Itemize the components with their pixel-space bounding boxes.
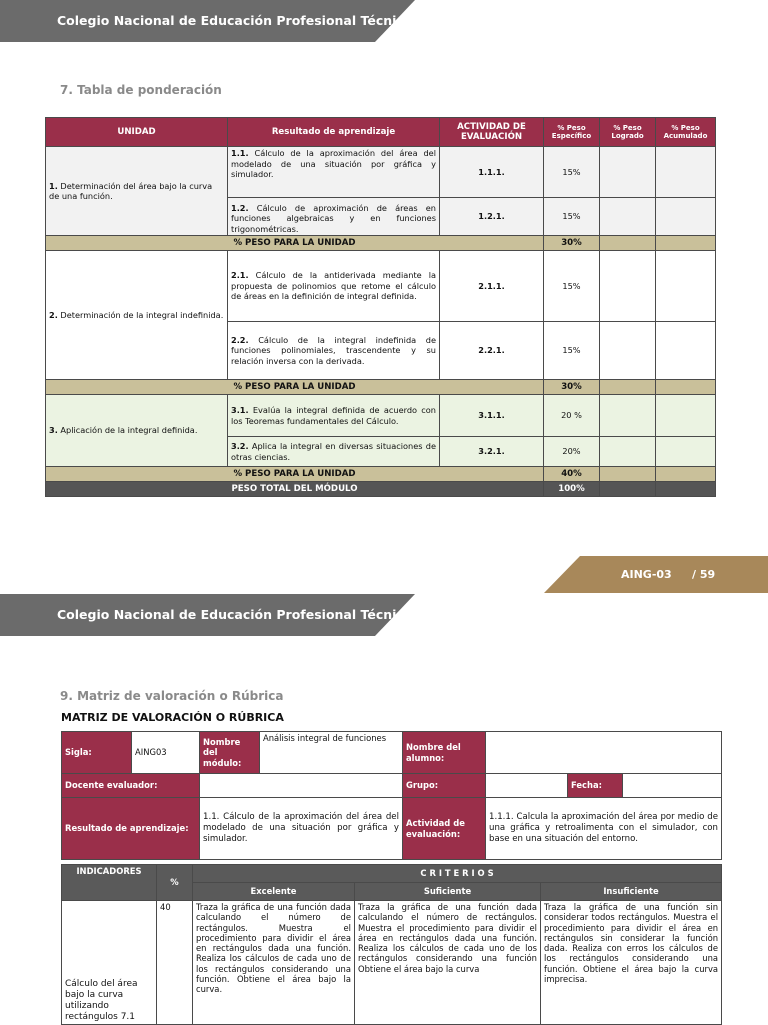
logrado-cell [600,437,656,467]
acumulado-cell [656,147,716,198]
insuficiente-header: Insuficiente [541,883,722,901]
resultado-label: Resultado de aprendizaje: [62,798,200,860]
header-banner [0,594,415,636]
footer-code: AING-03 [621,568,672,581]
header-actividad: ACTIVIDAD DE EVALUACIÓN [440,118,544,147]
unit-number: 2. [49,309,58,320]
unit-subtotal-value: 30% [544,380,600,395]
docente-label: Docente evaluador: [62,774,200,798]
rubric-criteria-table [61,864,722,1025]
header-peso-acumulado: % Peso Acumulado [656,118,716,147]
activity-code: 3.2.1. [440,437,544,467]
activity-code: 1.2.1. [440,198,544,236]
modulo-value: Análisis integral de funciones [260,732,403,774]
total-empty [600,482,656,497]
acumulado-cell [656,251,716,322]
result-cell [228,198,440,236]
suficiente-header: Suficiente [355,883,541,901]
acumulado-cell [656,437,716,467]
institution-name: Colegio Nacional de Educación Profesional Técnica [57,607,413,622]
indicator-percent: 40 [157,901,193,1025]
result-number: 1.2. [231,202,249,213]
modulo-label: Nombre del módulo: [200,732,260,774]
unit-subtotal-value: 40% [544,467,600,482]
activity-code: 1.1.1. [440,147,544,198]
institution-name: Colegio Nacional de Educación Profesional Técnica [57,13,413,28]
grupo-label: Grupo: [403,774,486,798]
alumno-value [486,732,722,774]
header-banner [0,0,415,42]
subtotal-empty [600,467,656,482]
unit-subtotal-value: 30% [544,236,600,251]
logrado-cell [600,198,656,236]
acumulado-cell [656,395,716,437]
criterios-header: C R I T E R I O S [193,865,722,883]
result-cell [228,147,440,198]
indicadores-header: INDICADORES [62,865,157,901]
activity-code: 2.2.1. [440,322,544,380]
unit-subtotal-label: % PESO PARA LA UNIDAD [46,467,544,482]
section-title: 7. Tabla de ponderación [60,83,222,97]
rubric-subtitle: MATRIZ DE VALORACIÓN O RÚBRICA [61,711,284,724]
subtotal-empty [656,236,716,251]
excelente-cell: Traza la gráfica de una función dada calculando el número de rectángulos. Muestra el procedimiento para dividir el área en rectángulos dada una función. Realiza los cálculos de cada uno de los rectángulos considerando una función. Obtiene el área bajo la curva. [193,901,355,1025]
result-number: 1.1. [231,148,249,158]
resultado-value: 1.1. Cálculo de la aproximación del área del modelado de una situación por gráfica y simulador. [200,798,403,860]
weight-value: 20% [544,437,600,467]
insuficiente-cell: Traza la gráfica de una función sin considerar todos rectángulos. Muestra el procedimiento para dividir el área en rectángulos sin considerar la función dada. Realiza con erros los cálculos de los rectángulos considerando una función. Obtiene el área bajo la curva imprecisa. [541,901,722,1025]
unit-cell [46,147,228,236]
result-cell [228,251,440,322]
unit-subtotal-label: % PESO PARA LA UNIDAD [46,380,544,395]
result-text: Evalúa la integral definida de acuerdo con los Teoremas fundamentales del Cálculo. [231,405,436,426]
activity-code: 3.1.1. [440,395,544,437]
unit-number: 1. [49,180,58,191]
indicator-cell: Cálculo del área bajo la curva utilizando rectángulos 7.1 [62,901,157,1025]
weight-value: 15% [544,198,600,236]
alumno-label: Nombre del alumno: [403,732,486,774]
acumulado-cell [656,322,716,380]
docente-value [200,774,403,798]
weight-value: 15% [544,147,600,198]
percent-header: % [157,865,193,901]
header-unidad: UNIDAD [46,118,228,147]
section-title: 9. Matriz de valoración o Rúbrica [60,689,284,703]
result-text: Cálculo de la integral indefinida de funciones polinomiales, trascendente y su relación inversa con la derivada. [231,334,436,366]
subtotal-empty [600,380,656,395]
unit-name: Determinación del área bajo la curva de una función. [49,180,213,201]
result-cell [228,437,440,467]
logrado-cell [600,147,656,198]
total-empty [656,482,716,497]
activity-code: 2.1.1. [440,251,544,322]
logrado-cell [600,251,656,322]
actividad-label: Actividad de evaluación: [403,798,486,860]
result-number: 3.2. [231,441,249,451]
grupo-value [486,774,568,798]
actividad-value: 1.1.1. Calcula la aproximación del área por medio de una gráfica y retroalimenta con el simulador, con base en una situación del entorno. [486,798,722,860]
unit-cell [46,395,228,467]
suficiente-cell: Traza la gráfica de una función dada calculando el número de rectángulos. Muestra el procedimiento para dividir el área en rectángulos dada una función. Realiza los cálculos de cada uno de los rectángulos considerando una función Obtiene el área bajo la curva [355,901,541,1025]
weight-value: 15% [544,251,600,322]
logrado-cell [600,322,656,380]
result-cell [228,395,440,437]
logrado-cell [600,395,656,437]
rubric-info-table [61,731,722,860]
weight-value: 20 % [544,395,600,437]
result-text: Cálculo de la antiderivada mediante la propuesta de polinomios que retome el cálculo de áreas en la definición de integral definida. [231,270,436,302]
result-text: Cálculo de la aproximación del área del modelado de una situación por gráfica y simulador. [231,148,436,179]
excelente-header: Excelente [193,883,355,901]
result-number: 3.1. [231,405,249,415]
total-value: 100% [544,482,600,497]
unit-name: Determinación de la integral indefinida. [57,309,224,320]
sigla-label: Sigla: [62,732,132,774]
result-text: Cálculo de aproximación de áreas en funciones algebraicas y en funciones trigonométricas. [231,202,436,234]
header-resultado: Resultado de aprendizaje [228,118,440,147]
fecha-value [623,774,722,798]
result-text: Aplica la integral en diversas situaciones de otras ciencias. [231,441,436,462]
fecha-label: Fecha: [568,774,623,798]
subtotal-empty [656,467,716,482]
total-label: PESO TOTAL DEL MÓDULO [46,482,544,497]
result-number: 2.1. [231,270,249,281]
subtotal-empty [600,236,656,251]
acumulado-cell [656,198,716,236]
header-peso-logrado: % Peso Logrado [600,118,656,147]
subtotal-empty [656,380,716,395]
header-peso-especifico: % Peso Específico [544,118,600,147]
result-number: 2.2. [231,334,249,345]
footer-page: / 59 [692,568,716,581]
ponderacion-table [45,117,716,497]
result-cell [228,322,440,380]
unit-subtotal-label: % PESO PARA LA UNIDAD [46,236,544,251]
weight-value: 15% [544,322,600,380]
unit-cell [46,251,228,380]
unit-number: 3. [49,425,58,436]
unit-name: Aplicación de la integral definida. [57,425,198,436]
sigla-value: AING03 [132,732,200,774]
